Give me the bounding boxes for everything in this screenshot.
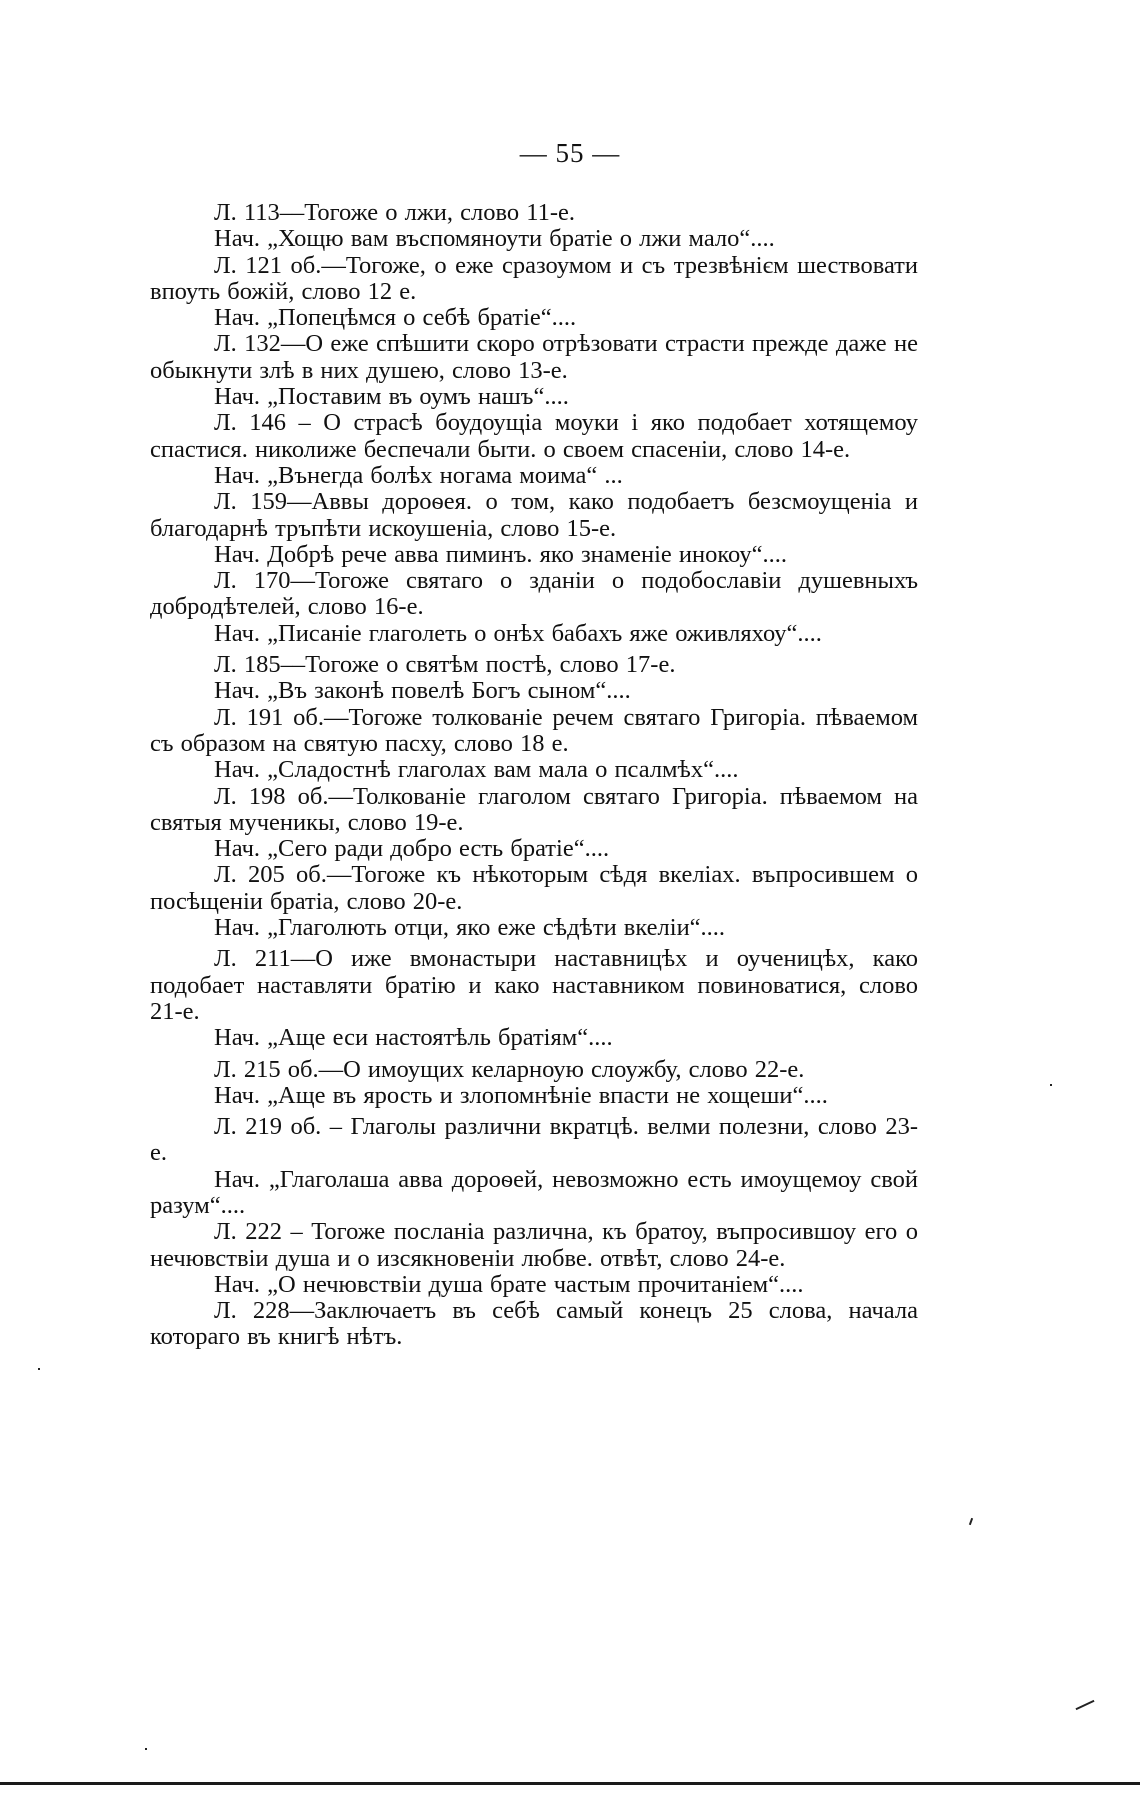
entry-leaf-185: Л. 185––Тогоже о святѣм постѣ, слово 17-е. bbox=[214, 651, 676, 679]
scan-speck bbox=[145, 1748, 147, 1750]
scan-speck bbox=[1050, 1084, 1052, 1086]
entry-incipit-12: Нач. „Попецѣмся о себѣ братіе“.... bbox=[214, 304, 577, 332]
entry-leaf-191: Л. 191 об.—Тогоже толкованіе речем святаго Григоріа. пѣваемом съ образом на святую пасху, слово 18 е. bbox=[150, 703, 918, 757]
entry-incipit-22: Нач. „Аще въ ярость и злопомнѣніе впасти не хощеши“.... bbox=[214, 1081, 828, 1109]
entry-incipit-11: Нач. „Хощю вам въспомяноути братіе о лжи мало“.... bbox=[214, 225, 775, 253]
table-of-contents bbox=[150, 200, 918, 1351]
entry-incipit-16: Нач. „Писаніе глаголеть о онѣх бабахъ яже оживляхоу“.... bbox=[214, 619, 822, 647]
entry-leaf-146: Л. 146 – О страсѣ боудоущіа моуки і яко подобает хотящемоу спастися. николиже беспечали быти. о своем спасеніи, слово 14-е. bbox=[150, 409, 918, 463]
entry-leaf-219: Л. 219 об. – Глаголы различни вкратцѣ. велми полезни, слово 23-е. bbox=[150, 1113, 918, 1167]
entry-leaf-113: Л. 113––Тогоже о лжи, слово 11-е. bbox=[214, 199, 576, 226]
entry-incipit-23: Нач. „Глаголаша авва дороѳей, невозможно есть имоущемоу свой разум“.... bbox=[150, 1165, 918, 1219]
entry-incipit-24: Нач. „О нечювствіи душа брате частым прочитаніем“.... bbox=[214, 1270, 804, 1298]
entry-leaf-121: Л. 121 об.—Тогоже, о еже сразоумом и съ трезвѣнієм шествовати впоуть божій, слово 12 е. bbox=[150, 251, 918, 305]
scan-speck bbox=[1076, 1700, 1095, 1710]
entry-incipit-19: Нач. „Сего ради добро есть братіе“.... bbox=[214, 835, 610, 863]
entry-leaf-198: Л. 198 об.—Толкованіе глаголом святаго Григоріа. пѣваемом на святыя мученикы, слово 19-е. bbox=[150, 782, 918, 836]
page-number: — 55 — bbox=[519, 138, 621, 168]
entry-incipit-15: Нач. Добрѣ рече авва пиминъ. яко знаменіе инокоу“.... bbox=[214, 540, 787, 568]
entry-leaf-228: Л. 228—Заключаетъ въ себѣ самый конецъ 25 слова, начала котораго въ книгѣ нѣтъ. bbox=[150, 1297, 918, 1351]
entry-leaf-215: Л. 215 об.—О имоущих келарноую слоужбу, слово 22-е. bbox=[214, 1055, 805, 1083]
entry-leaf-170: Л. 170—Тогоже святаго о зданіи о подобославіи душевныхъ добродѣтелей, слово 16-е. bbox=[150, 567, 918, 621]
entry-leaf-205: Л. 205 об.—Тогоже къ нѣкоторым сѣдя вкеліах. въпросившем о посѣщеніи братіа, слово 20-е. bbox=[150, 861, 918, 915]
entry-incipit-17: Нач. „Въ законѣ повелѣ Богъ сыном“.... bbox=[214, 677, 631, 705]
entry-incipit-14: Нач. „Вънегда болѣх ногама моима“ ... bbox=[214, 461, 623, 489]
entry-leaf-132: Л. 132—О еже спѣшити скоро отрѣзовати страсти прежде даже не обыкнути злѣ в них душею, слово 13-е. bbox=[150, 330, 918, 384]
scan-speck bbox=[969, 1518, 973, 1525]
entry-incipit-20: Нач. „Глаголють отци, яко еже сѣдѣти вкеліи“.... bbox=[214, 914, 726, 942]
entry-leaf-222: Л. 222 – Тогоже посланіа различна, къ братоу, въпросившоу его о нечювствіи душа и о изсякновеніи любве. отвѣт, слово 24-е. bbox=[150, 1218, 918, 1272]
entry-incipit-18: Нач. „Сладостнѣ глаголах вам мала о псалмѣх“.... bbox=[214, 756, 739, 784]
scan-speck bbox=[38, 1368, 40, 1370]
entry-incipit-21: Нач. „Аще еси настоятѣль братіям“.... bbox=[214, 1024, 613, 1052]
entry-incipit-13: Нач. „Поставим въ оумъ нашъ“.... bbox=[214, 383, 569, 411]
scan-bottom-edge bbox=[0, 1782, 1140, 1785]
entry-leaf-159: Л. 159—Аввы дороѳея. о том, како подобаетъ безсмоущеніа и благодарнѣ тръпѣти искоушеніа, слово 15-е. bbox=[150, 488, 918, 542]
entry-leaf-211: Л. 211––О иже вмонастыри наставницѣх и оученицѣх, како подобает наставляти братію и како наставником повиноватися, слово 21-е. bbox=[150, 945, 918, 1025]
